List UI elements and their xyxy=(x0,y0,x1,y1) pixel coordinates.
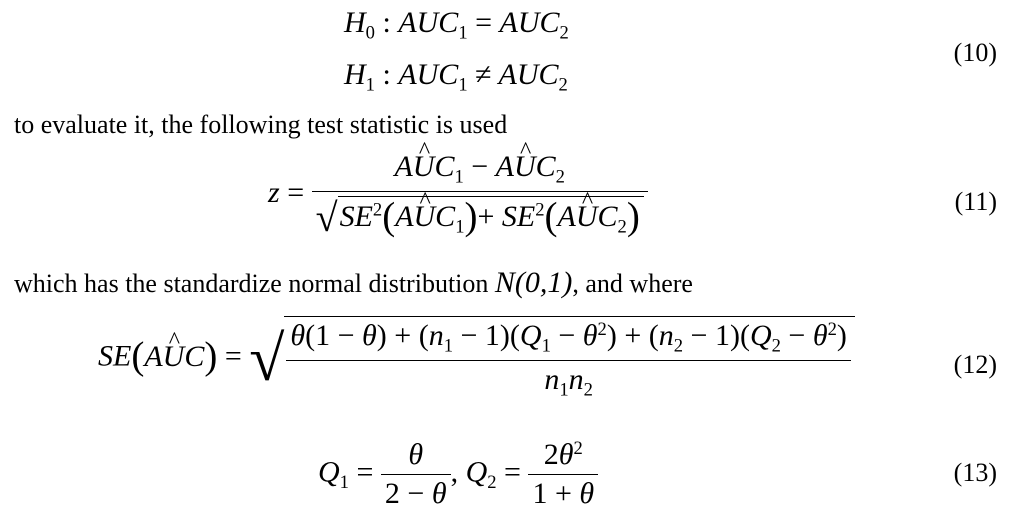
equation-number-11: (11) xyxy=(954,187,997,216)
equation-10-h1: $H_1$ : $AUC_1 \ne AUC_2$ xyxy=(344,58,568,96)
equation-12: SE(AUC ^) = √ $\frac{\theta(1 - \theta) + (n_1 - 1)(Q_1 - \theta^2) + (n_2 - 1)(Q_2 - \theta^2)}{n_1n_2}$ xyxy=(98,316,855,401)
equation-10-h0: $H_0$ : $AUC_1 = AUC_2$ xyxy=(344,6,569,44)
normal-distribution-notation: N(0,1) xyxy=(494,266,573,299)
equation-number-10: (10) xyxy=(953,38,997,67)
equation-13: $Q_1$ = $\frac{\theta}{2 - \theta}$ , $Q_2$ = $\frac{2\theta^2}{1 + \theta}$ xyxy=(318,438,598,511)
text-line-2: which has the standardize normal distribution N(0,1), and where xyxy=(14,266,693,299)
text-line-1: to evaluate it, the following test statistic is used xyxy=(14,110,508,139)
equation-11: z = $\frac{AUC \^{}_1 - AUC \^{}_2}{√SE^2(AUC \^{}_1)+ SE^2(AUC \^{}_2)}$ xyxy=(268,150,648,241)
equation-number-13: (13) xyxy=(953,458,997,487)
equation-number-12: (12) xyxy=(953,350,997,379)
